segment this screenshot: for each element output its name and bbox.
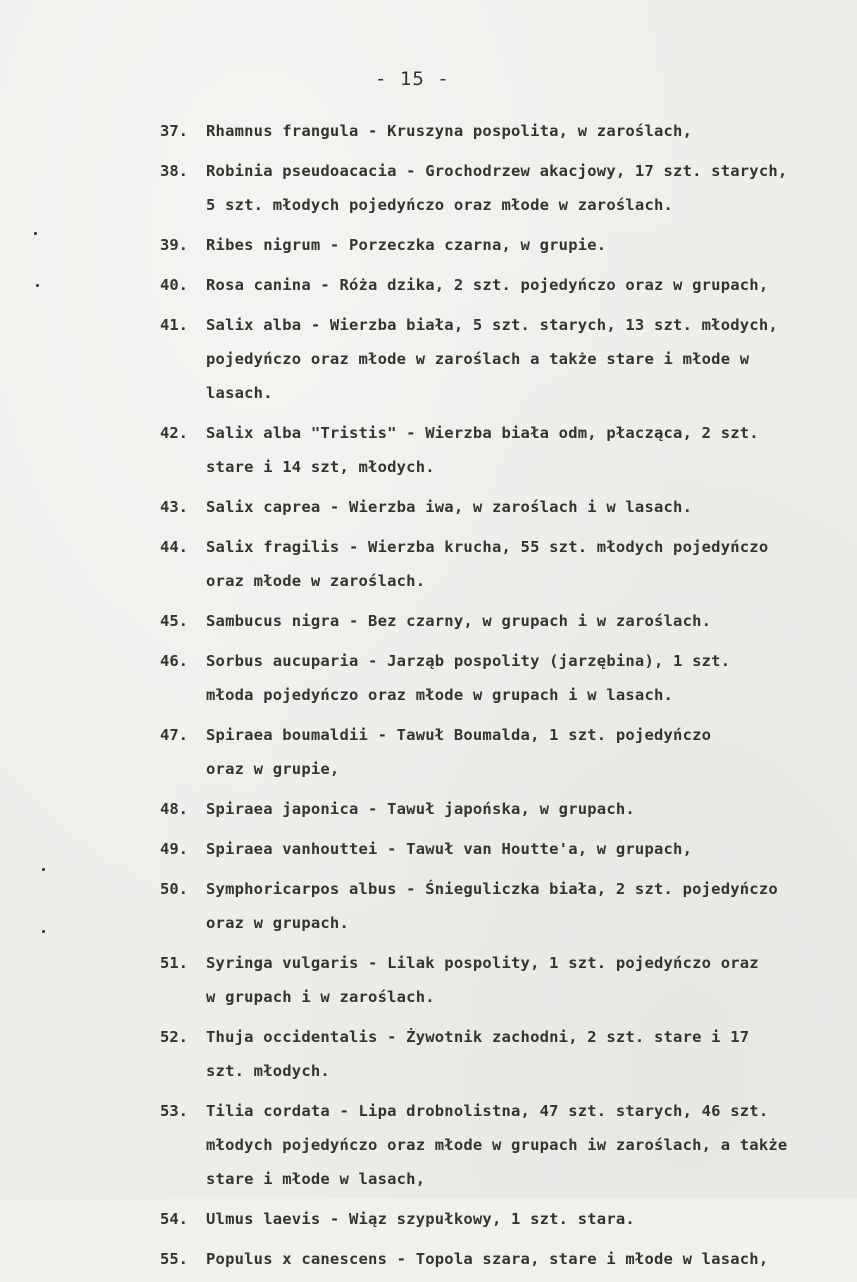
- entry-text: Populus x canescens - Topola szara, stare i młode w lasach,: [206, 1250, 769, 1268]
- entry-number: 51.: [160, 954, 188, 972]
- entry-number: 55.: [160, 1250, 188, 1268]
- entry-number: 54.: [160, 1210, 188, 1228]
- entry-text: Thuja occidentalis - Żywotnik zachodni, 2 szt. stare i 17: [206, 1028, 750, 1046]
- list-item: [160, 1242, 850, 1276]
- list-item: [160, 946, 850, 1014]
- entry-text: młoda pojedyńczo oraz młode w grupach i w lasach.: [206, 686, 674, 704]
- entry-number: 38.: [160, 162, 188, 180]
- entry-number: 37.: [160, 122, 188, 140]
- entry-text: Salix fragilis - Wierzba krucha, 55 szt. młodych pojedyńczo: [206, 538, 769, 556]
- list-item: [160, 268, 850, 302]
- list-item: [160, 792, 850, 826]
- entry-text: Rosa canina - Róża dzika, 2 szt. pojedyńczo oraz w grupach,: [206, 276, 769, 294]
- list-item: [160, 530, 850, 598]
- entry-text: lasach.: [206, 384, 273, 402]
- scan-speck: [34, 232, 37, 235]
- entry-text: oraz młode w zaroślach.: [206, 572, 426, 590]
- entry-number: 40.: [160, 276, 188, 294]
- entry-text: Rhamnus frangula - Kruszyna pospolita, w zaroślach,: [206, 122, 693, 140]
- list-item: [160, 718, 850, 786]
- entry-text: szt. młodych.: [206, 1062, 330, 1080]
- entry-number: 44.: [160, 538, 188, 556]
- entry-text: 5 szt. młodych pojedyńczo oraz młode w zaroślach.: [206, 196, 674, 214]
- entry-text: Syringa vulgaris - Lilak pospolity, 1 szt. pojedyńczo oraz: [206, 954, 759, 972]
- list-item: [160, 114, 850, 148]
- entry-number: 52.: [160, 1028, 188, 1046]
- entry-text: Spiraea boumaldii - Tawuł Boumalda, 1 szt. pojedyńczo: [206, 726, 712, 744]
- list-item: [160, 872, 850, 940]
- entry-text: oraz w grupach.: [206, 914, 349, 932]
- entry-text: Ribes nigrum - Porzeczka czarna, w grupie.: [206, 236, 607, 254]
- list-item: [160, 604, 850, 638]
- entry-text: Robinia pseudoacacia - Grochodrzew akacjowy, 17 szt. starych,: [206, 162, 788, 180]
- entry-text: Sambucus nigra - Bez czarny, w grupach i w zaroślach.: [206, 612, 712, 630]
- species-list: [160, 114, 850, 1282]
- entry-text: w grupach i w zaroślach.: [206, 988, 435, 1006]
- entry-number: 53.: [160, 1102, 188, 1120]
- entry-number: 43.: [160, 498, 188, 516]
- entry-text: pojedyńczo oraz młode w zaroślach a także stare i młode w: [206, 350, 750, 368]
- list-item: [160, 1094, 850, 1196]
- entry-text: stare i młode w lasach,: [206, 1170, 426, 1188]
- entry-number: 45.: [160, 612, 188, 630]
- list-item: [160, 228, 850, 262]
- page-number: - 15 -: [375, 68, 450, 90]
- entry-number: 50.: [160, 880, 188, 898]
- entry-number: 48.: [160, 800, 188, 818]
- entry-number: 41.: [160, 316, 188, 334]
- entry-text: Ulmus laevis - Wiąz szypułkowy, 1 szt. stara.: [206, 1210, 635, 1228]
- entry-text: oraz w grupie,: [206, 760, 340, 778]
- entry-text: Salix caprea - Wierzba iwa, w zaroślach i w lasach.: [206, 498, 693, 516]
- entry-text: Salix alba - Wierzba biała, 5 szt. starych, 13 szt. młodych,: [206, 316, 778, 334]
- entry-text: Spiraea vanhouttei - Tawuł van Houtte'a, w grupach,: [206, 840, 693, 858]
- entry-text: Salix alba "Tristis" - Wierzba biała odm, płacząca, 2 szt.: [206, 424, 759, 442]
- entry-number: 46.: [160, 652, 188, 670]
- entry-text: Symphoricarpos albus - Śnieguliczka biała, 2 szt. pojedyńczo: [206, 880, 778, 898]
- list-item: [160, 308, 850, 410]
- entry-text: młodych pojedyńczo oraz młode w grupach iw zaroślach, a także: [206, 1136, 788, 1154]
- entry-number: 49.: [160, 840, 188, 858]
- entry-number: 42.: [160, 424, 188, 442]
- list-item: [160, 490, 850, 524]
- list-item: [160, 416, 850, 484]
- scan-speck: [42, 930, 45, 933]
- entry-number: 39.: [160, 236, 188, 254]
- entry-text: Tilia cordata - Lipa drobnolistna, 47 szt. starych, 46 szt.: [206, 1102, 769, 1120]
- list-item: [160, 1202, 850, 1236]
- entry-text: Sorbus aucuparia - Jarząb pospolity (jarzębina), 1 szt.: [206, 652, 731, 670]
- scan-speck: [36, 284, 39, 287]
- entry-number: 47.: [160, 726, 188, 744]
- list-item: [160, 1020, 850, 1088]
- entry-text: stare i 14 szt, młodych.: [206, 458, 435, 476]
- list-item: [160, 644, 850, 712]
- scan-speck: [42, 868, 45, 871]
- list-item: [160, 154, 850, 222]
- entry-text: Spiraea japonica - Tawuł japońska, w grupach.: [206, 800, 635, 818]
- list-item: [160, 832, 850, 866]
